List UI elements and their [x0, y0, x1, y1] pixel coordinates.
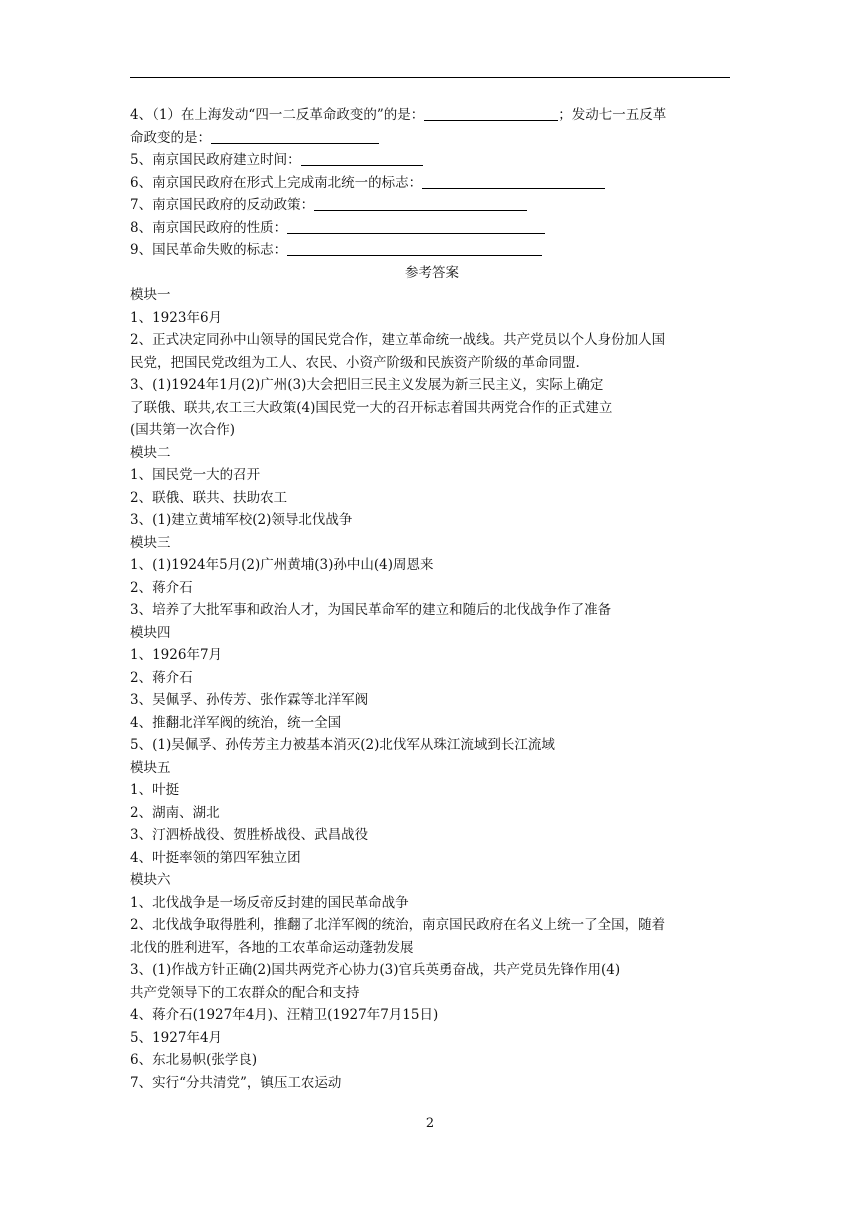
question-4-text-cont: ；发动七一五反革: [558, 107, 667, 123]
question-8-text: 8、南京国民政府的性质：: [130, 219, 288, 236]
answers-list: [130, 284, 734, 1094]
answer-blank: [422, 173, 605, 189]
answer-line: 1、北伐战争是一场反帝反封建的国民革命战争: [130, 894, 409, 911]
answer-line: 1、叶挺: [130, 782, 180, 798]
answer-line: 4、叶挺率领的第四军独立团: [130, 849, 301, 866]
answer-line: (国共第一次合作): [130, 422, 236, 438]
answer-line: 7、实行“分共清党”，镇压工农运动: [130, 1074, 342, 1091]
answer-blank: [301, 150, 423, 166]
answer-line: 2、蒋介石: [130, 669, 193, 686]
answer-line: 了联俄、联共,农工三大政策(4)国民党一大的召开标志着国共两党合作的正式建立: [130, 399, 613, 416]
answer-line: 2、北伐战争取得胜利，推翻了北洋军阀的统治，南京国民政府在名义上统一了全国，随着: [130, 917, 666, 933]
page-number: 2: [425, 1116, 435, 1131]
header-rule: [130, 77, 730, 78]
question-6: [130, 172, 734, 195]
section-heading: 模块一: [130, 287, 171, 303]
question-8: [130, 217, 734, 240]
answers-title: 参考答案: [405, 264, 459, 281]
answer-line: 1、(1)1924年5月(2)广州黄埔(3)孙中山(4)周恩来: [130, 557, 434, 573]
question-5-text: 5、南京国民政府建立时间：: [130, 152, 301, 168]
answer-line: 2、正式决定同孙中山领导的国民党合作，建立革命统一战线。共产党员以个人身份加人国: [130, 332, 666, 348]
answer-line: 1、国民党一大的召开: [130, 467, 261, 483]
answer-line: 2、蒋介石: [130, 579, 193, 596]
section-heading: 模块六: [130, 872, 171, 888]
section-heading: 模块四: [130, 624, 171, 641]
answer-line: 3、培养了大批军事和政治人才，为国民革命军的建立和随后的北伐战争作了准备: [130, 602, 612, 618]
answer-line: 北伐的胜利进军，各地的工农革命运动蓬勃发展: [130, 939, 414, 956]
answer-line: 3、(1)1924年1月(2)广州(3)大会把旧三民主义发展为新三民主义，实际上确定: [130, 377, 604, 393]
answer-line: 3、(1)作战方针正确(2)国共两党齐心协力(3)官兵英勇奋战，共产党员先锋作用(4): [130, 962, 621, 978]
content: [130, 104, 734, 1094]
answer-line: 2、联俄、联共、扶助农工: [130, 489, 288, 506]
answer-line: 1、1926年7月: [130, 647, 223, 663]
answer-line: 3、(1)建立黄埔军校(2)领导北伐战争: [130, 512, 353, 528]
section-heading: 模块三: [130, 534, 171, 551]
answer-blank: [287, 218, 545, 234]
answer-line: 3、汀泗桥战役、贺胜桥战役、武昌战役: [130, 827, 369, 843]
answer-line: 6、东北易帜(张学良): [130, 1052, 258, 1068]
question-7-text: 7、南京国民政府的反动政策：: [130, 197, 315, 213]
answer-blank: [287, 240, 542, 256]
answer-line: 4、推翻北洋军阀的统治，统一全国: [130, 714, 342, 731]
section-heading: 模块五: [130, 759, 171, 776]
answer-line: 共产党领导下的工农群众的配合和支持: [130, 984, 360, 1001]
answer-blank: [314, 195, 527, 211]
answer-blank: [424, 105, 558, 121]
question-4-text: 4、（1）在上海发动“四一二反革命政变的”的是：: [130, 107, 425, 123]
question-6-text: 6、南京国民政府在形式上完成南北统一的标志：: [130, 174, 423, 191]
question-9-text: 9、国民革命失败的标志：: [130, 242, 288, 258]
question-5: [130, 149, 734, 172]
answer-line: 4、蒋介石(1927年4月)、汪精卫(1927年7月15日): [130, 1007, 439, 1023]
answer-line: 民党，把国民党改组为工人、农民、小资产阶级和民族资产阶级的革命同盟.: [130, 354, 580, 371]
question-4-line-1: [130, 104, 734, 127]
question-4-line-2: [130, 127, 734, 150]
answer-line: 3、吴佩孚、孙传芳、张作霖等北洋军阀: [130, 692, 369, 708]
section-heading: 模块二: [130, 444, 171, 461]
answer-line: 2、湖南、湖北: [130, 804, 220, 821]
answer-line: 1、1923年6月: [130, 309, 223, 326]
answer-line: 5、1927年4月: [130, 1029, 223, 1046]
answer-line: 5、(1)吴佩孚、孙传芳主力被基本消灭(2)北伐军从珠江流域到长江流域: [130, 737, 555, 753]
question-4-text-end: 命政变的是：: [130, 129, 211, 146]
answer-blank: [211, 128, 379, 144]
question-7: [130, 194, 734, 217]
question-9: [130, 239, 734, 262]
